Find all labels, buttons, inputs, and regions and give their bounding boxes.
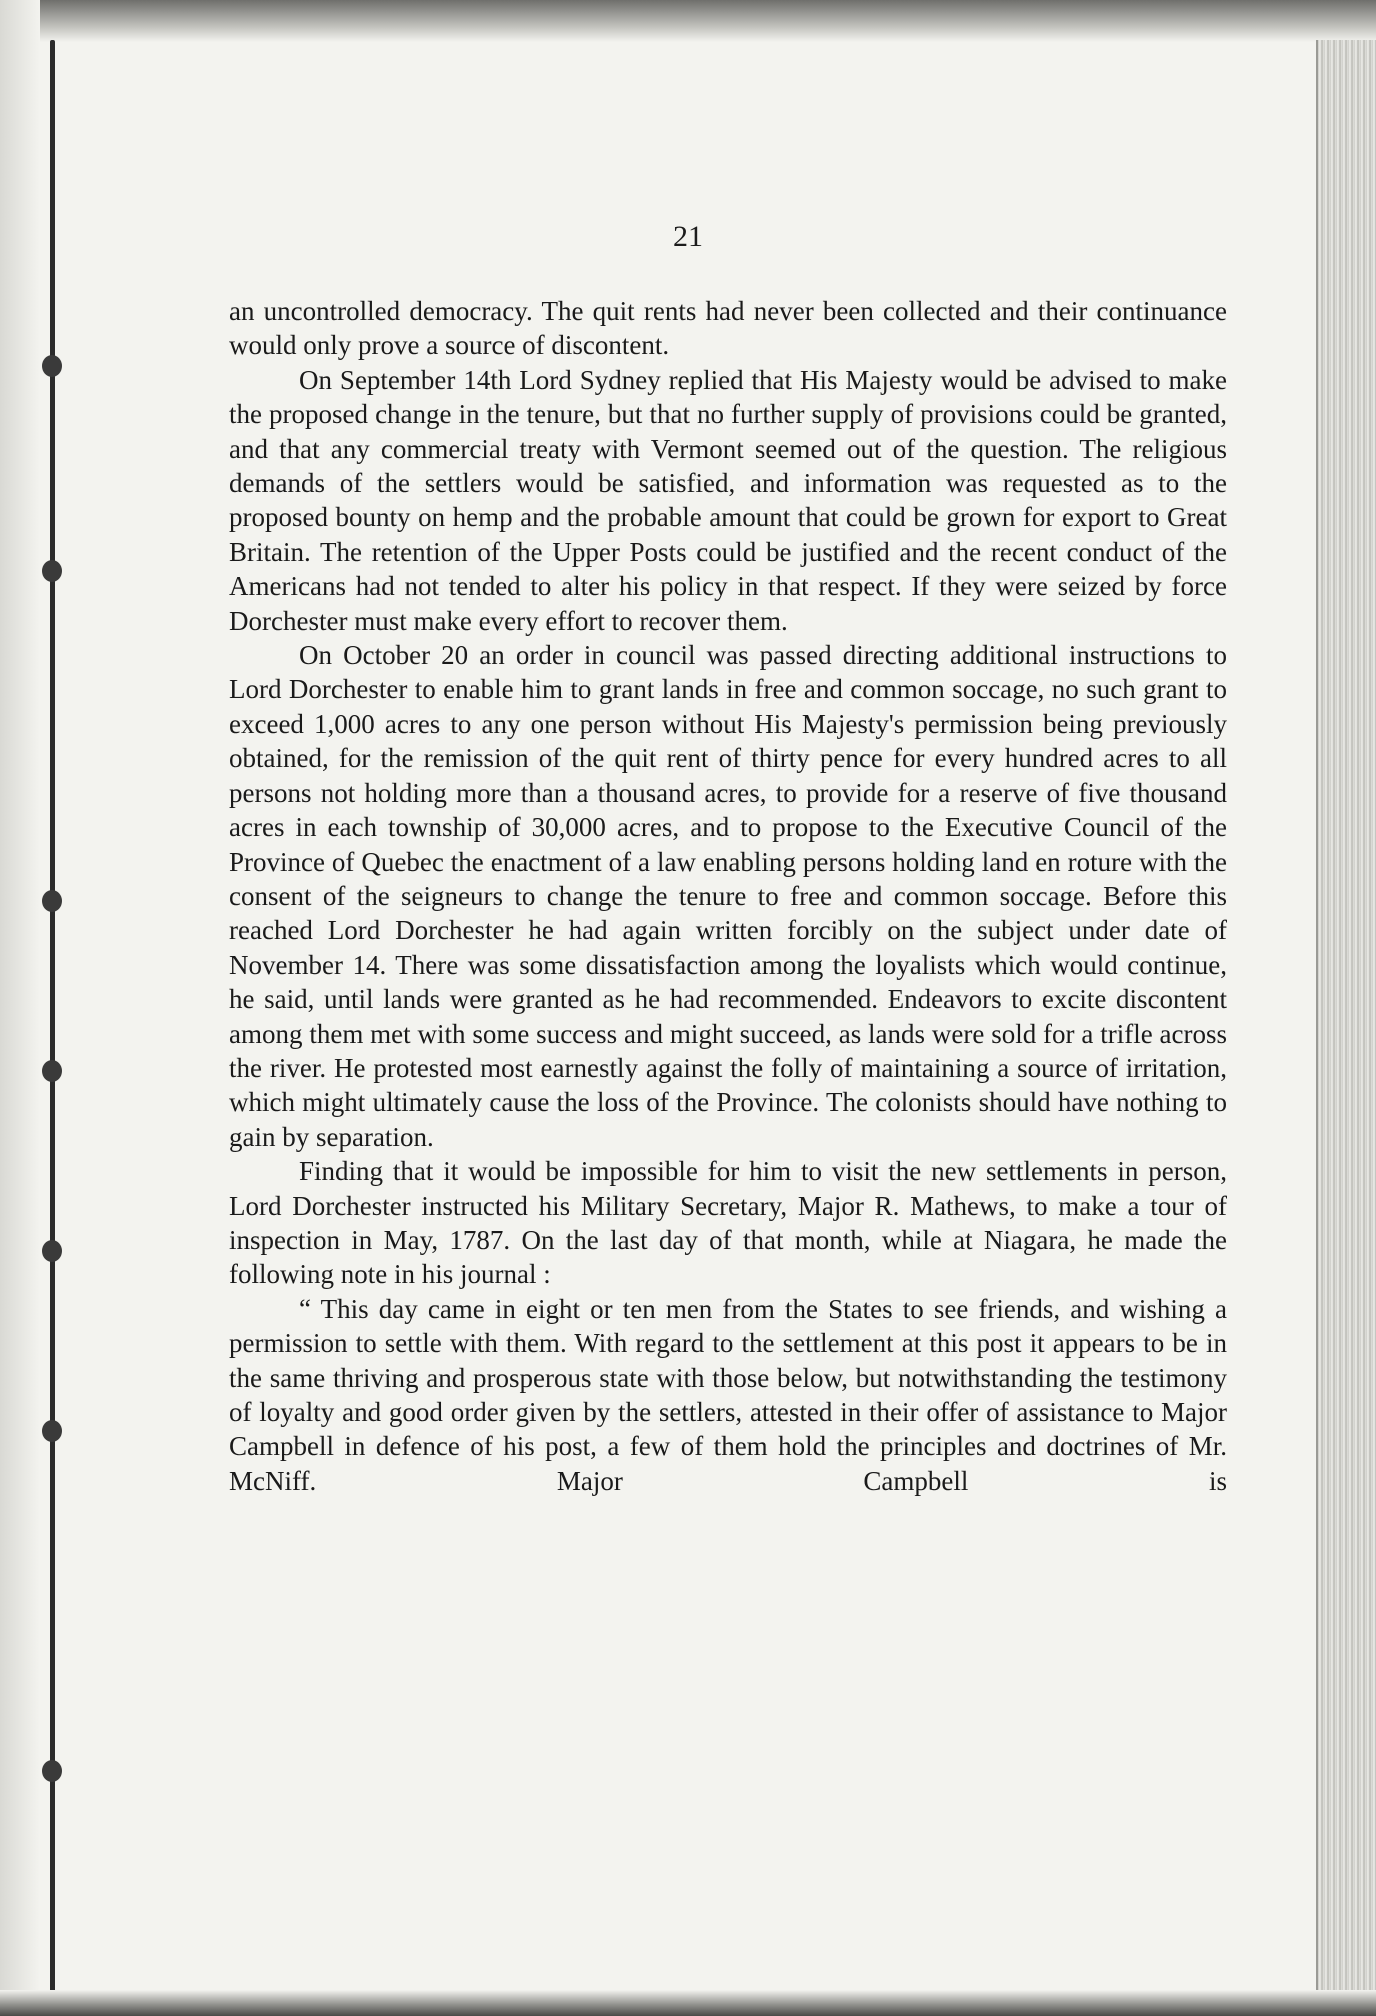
binding-stitch (42, 1420, 62, 1442)
binding-stitch (42, 355, 62, 377)
paragraph-3: On October 20 an order in council was passed directing additional instructions to Lord Dorchester to enable him to grant lands in free and common soccage, no such grant to exceed 1,000 acres to any one person without His Majesty's permission being previously obtained, for the remission of the quit rent of thirty pence for every hundred acres to all persons not holding more than a thousand acres, to provide for a reserve of five thousand acres in each township of 30,000 acres, and to propose to the Executive Council of the Province of Quebec the enactment of a law enabling persons holding land en roture with the consent of the seigneurs to change the tenure to free and common soccage. Before this reached Lord Dorchester he had again written forcibly on the subject under date of November 14. There was some dissatisfaction among the loyalists which would continue, he said, until lands were granted as he had recommended. Endeavors to excite discontent among them met with some success and might succeed, as lands were sold for a trifle across the river. He protested most earnestly against the folly of maintaining a source of irritation, which might ultimately cause the loss of the Province. The colonists should have nothing to gain by separation. (229, 640, 1227, 1152)
binding-stitch (42, 1760, 62, 1782)
paragraph-5: “ This day came in eight or ten men from the States to see friends, and wishing a permission to settle with them. With regard to the settlement at this post it appears to be in the same thriving and prosperous state with those below, but notwithstanding the testimony of loyalty and good order given by the settlers, attested in their offer of assistance to Major Campbell in defence of his post, a few of them hold the principles and doctrines of Mr. McNiff. Major Campbell is (229, 1293, 1227, 1496)
stacked-page-edges (1318, 40, 1376, 2000)
book-binding (0, 0, 40, 2016)
body-text (229, 294, 1227, 1498)
binding-thread (50, 40, 55, 2000)
binding-stitch (42, 1060, 62, 1082)
paragraph-2: On September 14th Lord Sydney replied that His Majesty would be advised to make the proposed change in the tenure, but that no further supply of provisions could be granted, and that any commercial treaty with Vermont seemed out of the question. The religious demands of the settlers would be satisfied, and information was requested as to the proposed bounty on hemp and the probable amount that could be grown for export to Great Britain. The retention of the Upper Posts could be justified and the recent conduct of the Americans had not tended to alter his policy in that respect. If they were seized by force Dorchester must make every effort to recover them. (229, 364, 1227, 636)
binding-stitch (42, 1240, 62, 1262)
binding-stitch (42, 560, 62, 582)
paragraph-4: Finding that it would be impossible for him to visit the new settlements in person, Lord Dorchester instructed his Military Secretary, Major R. Mathews, to make a tour of inspection in May, 1787. On the last day of that month, while at Niagara, he made the following note in his journal : (229, 1156, 1227, 1290)
page-number: 21 (673, 220, 703, 253)
paragraph-1: an uncontrolled democracy. The quit rents had never been collected and their continuance would only prove a source of discontent. (229, 296, 1227, 361)
binding-stitch (42, 890, 62, 912)
bottom-scan-shadow (0, 1990, 1376, 2016)
top-scan-shadow (0, 0, 1376, 42)
